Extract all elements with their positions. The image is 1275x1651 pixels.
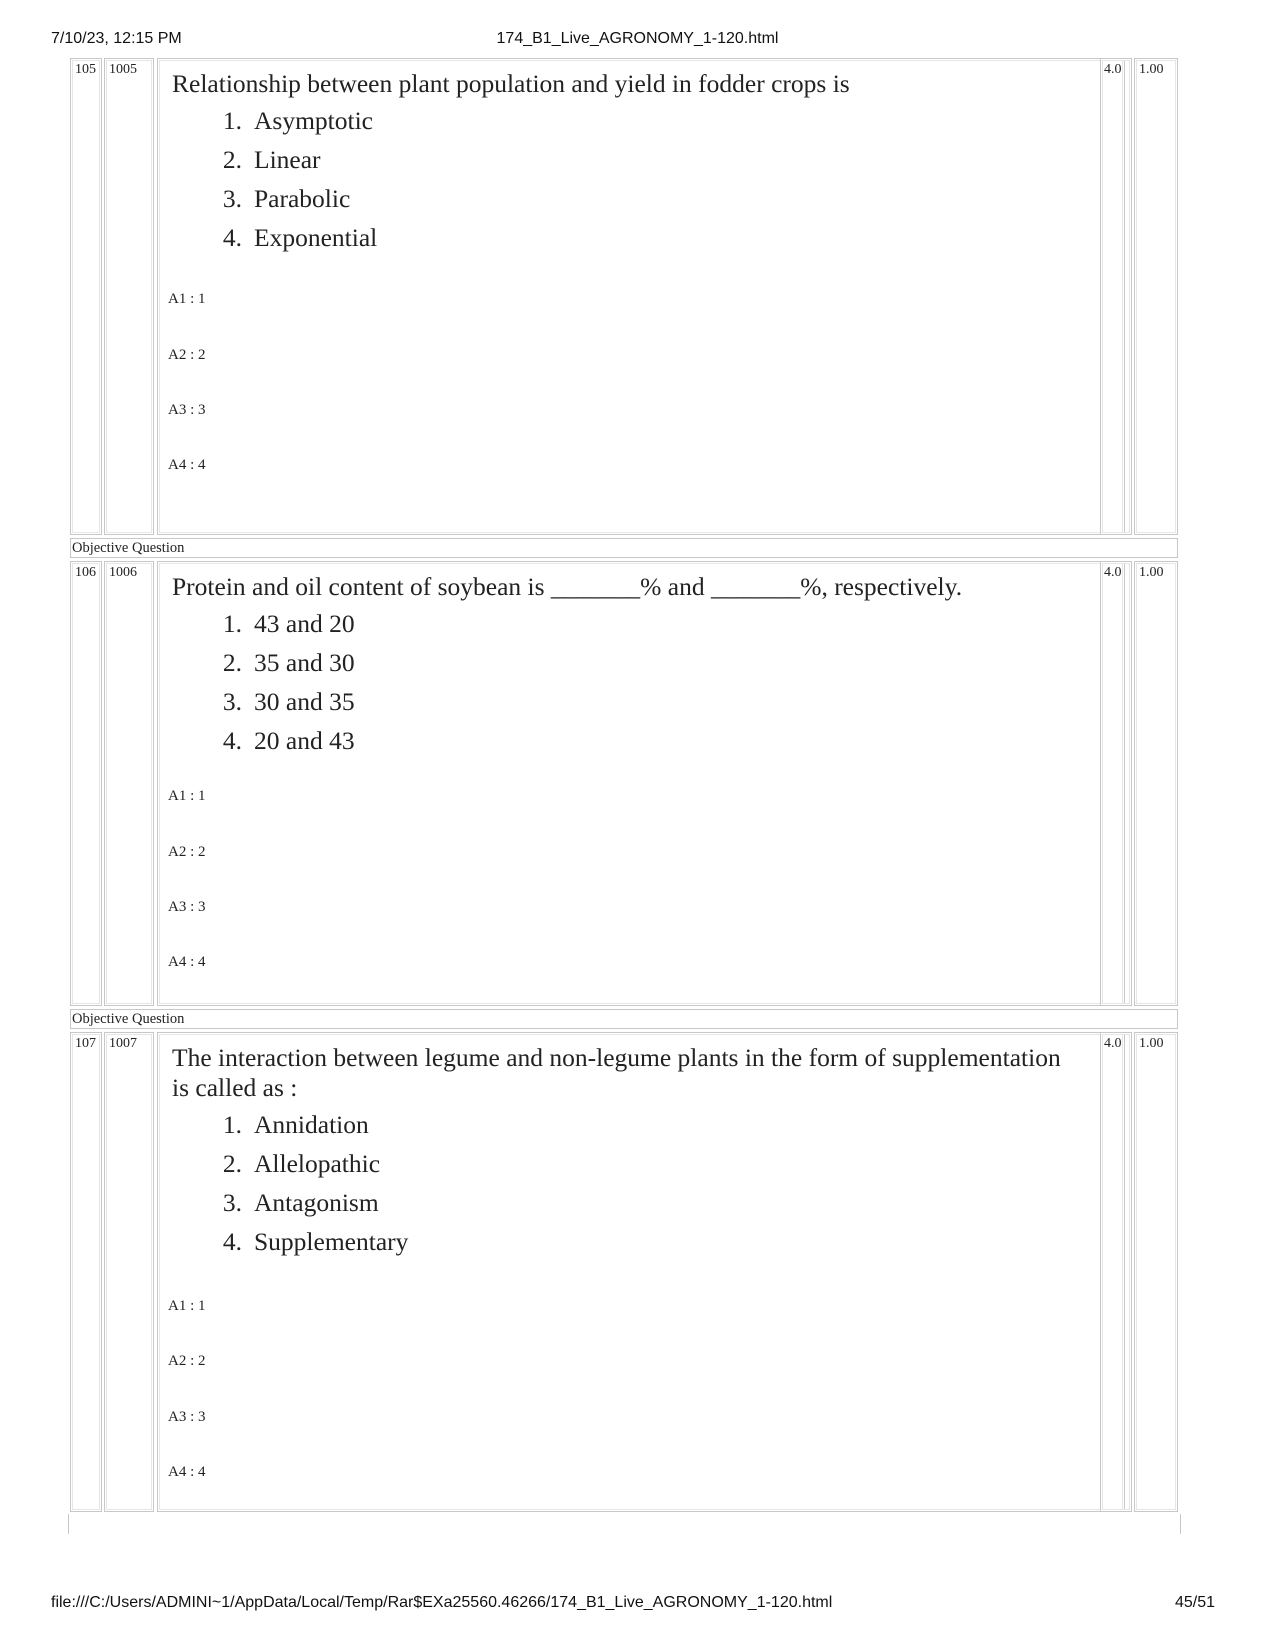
question-type: Objective Question <box>70 538 1178 558</box>
table-border <box>1180 1514 1181 1534</box>
option-item: 1. Annidation <box>222 1110 369 1139</box>
option-item: 1. 43 and 20 <box>222 609 355 638</box>
question-body <box>157 561 1125 1006</box>
answer-key: A2 : 2 <box>168 844 206 860</box>
answer-key: A3 : 3 <box>168 1409 206 1425</box>
question-id: 1006 <box>104 561 154 1006</box>
serial-number: 105 <box>70 58 102 535</box>
print-footer <box>0 1594 1275 1614</box>
marks: 4.0 <box>1100 58 1132 535</box>
question-text: The interaction between legume and non-legume plants in the form of supplementation is called as : <box>172 1043 1061 1102</box>
answer-key: A4 : 4 <box>168 457 206 473</box>
negative-marks: 1.00 <box>1134 561 1178 1006</box>
question-id: 1005 <box>104 58 154 535</box>
option-item: 2. Linear <box>222 145 321 174</box>
option-item: 3. Parabolic <box>222 184 351 213</box>
option-item: 2. 35 and 30 <box>222 648 355 677</box>
question-text: Protein and oil content of soybean is _______% and _______%, respectively. <box>172 572 963 601</box>
question-block <box>70 58 1203 535</box>
option-item: 4. Exponential <box>222 223 378 252</box>
answer-key: A1 : 1 <box>168 788 206 804</box>
answer-key: A3 : 3 <box>168 402 206 418</box>
negative-marks: 1.00 <box>1134 58 1178 535</box>
option-item: 2. Allelopathic <box>222 1149 381 1178</box>
options-list <box>208 1110 408 1266</box>
option-item: 3. 30 and 35 <box>222 687 355 716</box>
options-list <box>208 609 355 765</box>
print-datetime: 7/10/23, 12:15 PM <box>51 30 182 47</box>
answer-key: A1 : 1 <box>168 1298 206 1314</box>
option-item: 3. Antagonism <box>222 1188 379 1217</box>
question-text: Relationship between plant population and yield in fodder crops is <box>172 69 850 98</box>
option-item: 4. 20 and 43 <box>222 726 355 755</box>
table-border <box>68 1514 69 1534</box>
serial-number: 107 <box>70 1032 102 1512</box>
option-item: 1. Asymptotic <box>222 106 373 135</box>
answer-key: A2 : 2 <box>168 1353 206 1369</box>
print-title: 174_B1_Live_AGRONOMY_1-120.html <box>496 30 779 47</box>
print-header <box>0 30 1275 50</box>
answer-key: A3 : 3 <box>168 899 206 915</box>
question-block <box>70 1032 1203 1512</box>
answer-key: A1 : 1 <box>168 291 206 307</box>
marks: 4.0 <box>1100 1032 1132 1512</box>
answer-key: A2 : 2 <box>168 347 206 363</box>
marks: 4.0 <box>1100 561 1132 1006</box>
serial-number: 106 <box>70 561 102 1006</box>
question-id: 1007 <box>104 1032 154 1512</box>
option-item: 4. Supplementary <box>222 1227 409 1256</box>
negative-marks: 1.00 <box>1134 1032 1178 1512</box>
page-number: 45/51 <box>1174 1594 1215 1611</box>
question-body <box>157 1032 1125 1512</box>
file-path: file:///C:/Users/ADMINI~1/AppData/Local/Temp/Rar$EXa25560.46266/174_B1_Live_AGRONOMY_1-120.html <box>51 1594 833 1611</box>
answer-key: A4 : 4 <box>168 954 206 970</box>
question-type: Objective Question <box>70 1009 1178 1029</box>
options-list <box>208 106 377 262</box>
answer-key: A4 : 4 <box>168 1464 206 1480</box>
question-block <box>70 561 1203 1006</box>
question-body <box>157 58 1125 535</box>
